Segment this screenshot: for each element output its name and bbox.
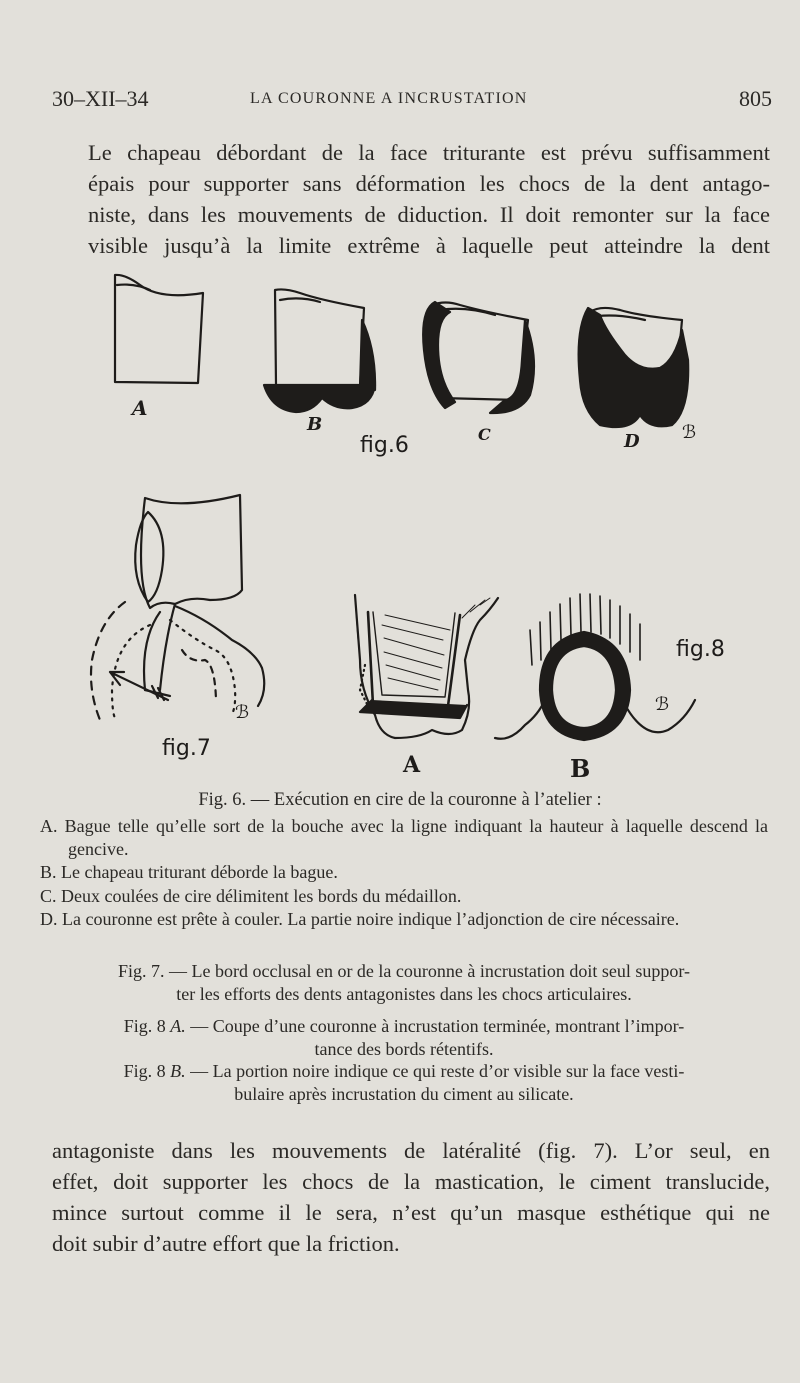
fig7-caption-line: — Le bord occlusal en or de la couronne à incrustation doit seul suppor-	[169, 961, 690, 981]
paragraph-line: mince surtout comme il le sera, n’est qu’un masque esthétique qui ne	[52, 1200, 770, 1225]
fig8b-section	[495, 594, 695, 740]
paragraph-line: effet, doit supporter les chocs de la mastication, le ciment translucide,	[52, 1169, 770, 1194]
header-title: LA COURONNE A INCRUSTATION	[250, 90, 528, 107]
fig6-label: fig.6	[360, 433, 409, 458]
fig6-tooth-a	[115, 275, 203, 383]
fig8a-section	[355, 595, 498, 738]
caption-letter: D.	[40, 909, 58, 929]
caption-text: Bague telle qu’elle sort de la bouche avec la ligne indiquant la hauteur à laquelle descend la gencive.	[64, 816, 769, 859]
paragraph-line: antagoniste dans les mouvements de latéralité (fig. 7). L’or seul, en	[52, 1138, 770, 1163]
fig6-letter-b: B	[307, 414, 323, 435]
fig8b-caption-line: bulaire après incrustation du ciment au silicate.	[234, 1083, 574, 1104]
fig6-caption-list	[40, 815, 768, 932]
fig8-letter-b: B	[570, 754, 591, 783]
caption-letter: A.	[40, 816, 58, 836]
artist-monogram: ℬ	[682, 422, 697, 443]
fig6-caption-title: Fig. 6. — Exécution en cire de la couronne à l’atelier :	[198, 790, 602, 810]
caption-text: La couronne est prête à couler. La partie noire indique l’adjonction de cire nécessaire.	[62, 909, 680, 929]
running-head	[52, 86, 772, 116]
fig6-tooth-b	[264, 289, 375, 412]
fig6-tooth-c	[423, 302, 534, 413]
fig7-caption-label: Fig. 7.	[117, 961, 165, 981]
artist-monogram: ℬ	[655, 694, 670, 715]
figure-illustrations	[0, 250, 800, 790]
paragraph-line: doit subir d’autre effort que la friction.	[52, 1231, 400, 1256]
fig8b-caption-sub: B.	[170, 1061, 186, 1081]
fig8a-caption-label: Fig. 8	[123, 1016, 166, 1036]
fig8a-caption-line: tance des bords rétentifs.	[314, 1038, 494, 1059]
paragraph-bottom	[52, 1135, 770, 1259]
fig8-label: fig.8	[676, 637, 725, 662]
paragraph-line: épais pour supporter sans déformation les chocs de la dent antago-	[88, 171, 770, 196]
header-date: 30–XII–34	[52, 86, 149, 111]
caption-item	[40, 815, 768, 860]
fig7-caption	[40, 960, 768, 1005]
fig6-letter-d: D	[624, 431, 640, 452]
artist-monogram: ℬ	[235, 702, 250, 723]
caption-letter: B.	[40, 862, 57, 882]
fig7-drawing	[91, 495, 264, 720]
fig8a-caption	[40, 1015, 768, 1060]
fig7-label: fig.7	[162, 736, 211, 761]
paragraph-line: niste, dans les mouvements de diduction. Il doit remonter sur la face	[88, 202, 770, 227]
caption-text: Le chapeau triturant déborde la bague.	[61, 862, 338, 882]
fig7-caption-line: ter les efforts des dents antagonistes dans les chocs articulaires.	[176, 983, 632, 1004]
caption-item	[40, 861, 768, 884]
fig8b-caption	[40, 1060, 768, 1105]
fig6-letter-a: A	[132, 396, 148, 420]
fig8a-caption-line: — Coupe d’une couronne à incrustation terminée, montrant l’impor-	[190, 1016, 685, 1036]
fig6-tooth-d	[579, 308, 689, 427]
fig8b-caption-label: Fig. 8	[123, 1061, 166, 1081]
fig8a-caption-sub: A.	[170, 1016, 186, 1036]
caption-item	[40, 885, 768, 908]
caption-text: Deux coulées de cire délimitent les bords du médaillon.	[61, 885, 462, 906]
fig8b-caption-line: — La portion noire indique ce qui reste d’or visible sur la face vesti-	[190, 1061, 685, 1081]
fig6-letter-c: C	[478, 425, 491, 444]
paragraph-top	[52, 137, 770, 261]
page-number: 805	[739, 86, 772, 111]
caption-letter: C.	[40, 885, 57, 906]
fig8-letter-a: A	[403, 752, 421, 778]
paragraph-line: visible jusqu’à la limite extrême à laquelle peut atteindre la dent	[88, 233, 770, 258]
paragraph-line: Le chapeau débordant de la face triturante est prévu suffisamment	[88, 140, 770, 165]
caption-item	[40, 908, 768, 931]
